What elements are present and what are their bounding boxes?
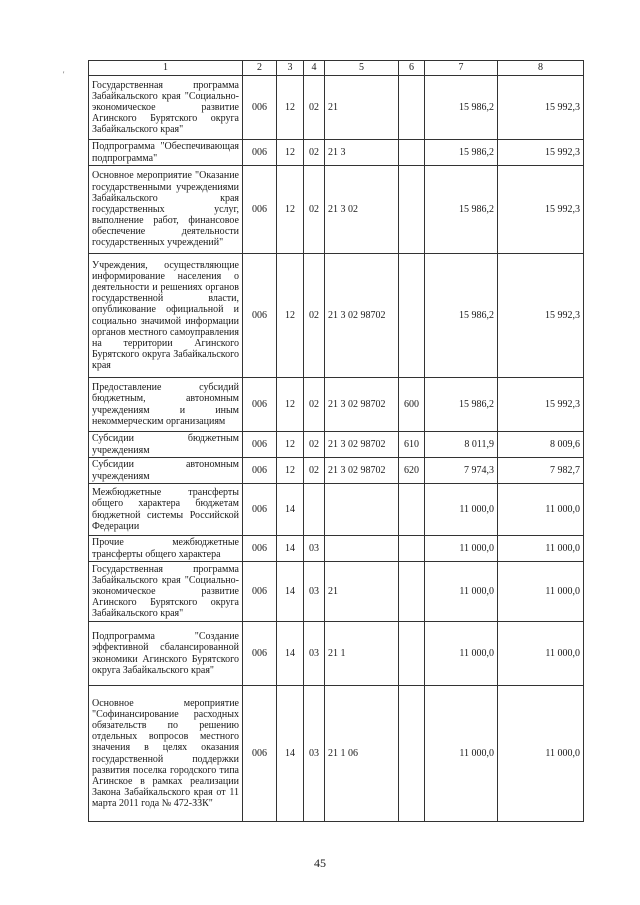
cell-subsection: 03 xyxy=(304,686,325,822)
table-row xyxy=(89,458,584,484)
table-row xyxy=(89,166,584,254)
table-row xyxy=(89,484,584,536)
cell-amount-year1: 15 986,2 xyxy=(425,166,498,254)
cell-ministry-code: 006 xyxy=(243,76,277,140)
row-name: Межбюджетные трансферты общего характера бюджетам бюджетной системы Российской Федерации xyxy=(89,484,243,536)
cell-expense-type xyxy=(399,140,425,166)
cell-amount-year1: 11 000,0 xyxy=(425,562,498,622)
cell-expense-type xyxy=(399,536,425,562)
table-row xyxy=(89,378,584,432)
cell-ministry-code: 006 xyxy=(243,622,277,686)
table-row xyxy=(89,686,584,822)
column-header: 1 xyxy=(89,61,243,76)
table-row xyxy=(89,76,584,140)
cell-expense-type xyxy=(399,166,425,254)
table-row xyxy=(89,254,584,378)
cell-ministry-code: 006 xyxy=(243,484,277,536)
cell-ministry-code: 006 xyxy=(243,378,277,432)
row-name: Учреждения, осуществляющие информирование населения о деятельности и решениях органов государственной власти, опубликование официальной и социально значимой информации органов местного самоуправления на территории Агинского Бурятского округа Забайкальского края xyxy=(89,254,243,378)
scan-mark: ' xyxy=(63,70,65,79)
cell-subsection: 02 xyxy=(304,254,325,378)
column-header: 3 xyxy=(277,61,304,76)
cell-expense-type xyxy=(399,622,425,686)
cell-amount-year1: 15 986,2 xyxy=(425,254,498,378)
row-name: Предоставление субсидий бюджетным, автономным учреждениям и иным некоммерческим организациям xyxy=(89,378,243,432)
cell-expense-type: 620 xyxy=(399,458,425,484)
cell-section: 12 xyxy=(277,166,304,254)
cell-amount-year1: 15 986,2 xyxy=(425,76,498,140)
cell-subsection: 02 xyxy=(304,432,325,458)
cell-expense-type xyxy=(399,484,425,536)
cell-target-article: 21 3 02 xyxy=(325,166,399,254)
cell-ministry-code: 006 xyxy=(243,562,277,622)
cell-amount-year1: 15 986,2 xyxy=(425,378,498,432)
cell-subsection: 02 xyxy=(304,458,325,484)
cell-section: 12 xyxy=(277,76,304,140)
cell-section: 12 xyxy=(277,378,304,432)
cell-target-article: 21 1 06 xyxy=(325,686,399,822)
cell-target-article xyxy=(325,484,399,536)
cell-subsection: 02 xyxy=(304,378,325,432)
cell-subsection: 02 xyxy=(304,166,325,254)
cell-amount-year2: 11 000,0 xyxy=(498,562,584,622)
cell-amount-year2: 15 992,3 xyxy=(498,254,584,378)
cell-subsection: 03 xyxy=(304,562,325,622)
cell-amount-year2: 11 000,0 xyxy=(498,622,584,686)
cell-ministry-code: 006 xyxy=(243,254,277,378)
row-name: Прочие межбюджетные трансферты общего характера xyxy=(89,536,243,562)
cell-amount-year2: 15 992,3 xyxy=(498,166,584,254)
cell-ministry-code: 006 xyxy=(243,140,277,166)
cell-ministry-code: 006 xyxy=(243,458,277,484)
cell-section: 14 xyxy=(277,686,304,822)
cell-amount-year2: 7 982,7 xyxy=(498,458,584,484)
cell-target-article: 21 xyxy=(325,562,399,622)
row-name: Подпрограмма "Обеспечивающая подпрограмма" xyxy=(89,140,243,166)
row-name: Подпрограмма "Создание эффективной сбалансированной экономики Агинского Бурятского округа Забайкальского края" xyxy=(89,622,243,686)
cell-expense-type: 600 xyxy=(399,378,425,432)
cell-subsection: 02 xyxy=(304,140,325,166)
cell-amount-year1: 11 000,0 xyxy=(425,686,498,822)
cell-amount-year2: 15 992,3 xyxy=(498,378,584,432)
cell-expense-type xyxy=(399,254,425,378)
cell-subsection: 03 xyxy=(304,536,325,562)
row-name: Субсидии бюджетным учреждениям xyxy=(89,432,243,458)
row-name: Субсидии автономным учреждениям xyxy=(89,458,243,484)
cell-ministry-code: 006 xyxy=(243,536,277,562)
cell-section: 12 xyxy=(277,254,304,378)
cell-section: 14 xyxy=(277,484,304,536)
cell-amount-year2: 11 000,0 xyxy=(498,686,584,822)
cell-subsection: 02 xyxy=(304,76,325,140)
cell-amount-year1: 11 000,0 xyxy=(425,484,498,536)
column-header: 8 xyxy=(498,61,584,76)
cell-amount-year1: 8 011,9 xyxy=(425,432,498,458)
cell-expense-type xyxy=(399,76,425,140)
cell-target-article: 21 1 xyxy=(325,622,399,686)
cell-target-article: 21 3 02 98702 xyxy=(325,458,399,484)
table-row xyxy=(89,536,584,562)
cell-target-article xyxy=(325,536,399,562)
cell-section: 14 xyxy=(277,562,304,622)
cell-ministry-code: 006 xyxy=(243,166,277,254)
row-name: Государственная программа Забайкальского края "Социально-экономическое развитие Агинского Бурятского округа Забайкальского края" xyxy=(89,76,243,140)
cell-amount-year2: 15 992,3 xyxy=(498,140,584,166)
budget-table xyxy=(88,60,584,822)
cell-target-article: 21 3 xyxy=(325,140,399,166)
cell-ministry-code: 006 xyxy=(243,686,277,822)
cell-expense-type xyxy=(399,562,425,622)
column-header: 6 xyxy=(399,61,425,76)
page-number: 45 xyxy=(314,856,326,870)
cell-amount-year1: 15 986,2 xyxy=(425,140,498,166)
cell-amount-year1: 7 974,3 xyxy=(425,458,498,484)
cell-target-article: 21 3 02 98702 xyxy=(325,254,399,378)
table-row xyxy=(89,562,584,622)
column-header: 4 xyxy=(304,61,325,76)
cell-section: 14 xyxy=(277,536,304,562)
cell-section: 14 xyxy=(277,622,304,686)
cell-section: 12 xyxy=(277,432,304,458)
cell-target-article: 21 xyxy=(325,76,399,140)
table-row xyxy=(89,432,584,458)
cell-amount-year2: 11 000,0 xyxy=(498,536,584,562)
cell-target-article: 21 3 02 98702 xyxy=(325,378,399,432)
row-name: Основное мероприятие "Оказание государственными учреждениями Забайкальского края государственных услуг, выполнение работ, финансовое обеспечение деятельности государственных учреждений" xyxy=(89,166,243,254)
column-header: 5 xyxy=(325,61,399,76)
column-header: 7 xyxy=(425,61,498,76)
cell-amount-year1: 11 000,0 xyxy=(425,536,498,562)
table-row xyxy=(89,622,584,686)
cell-amount-year2: 11 000,0 xyxy=(498,484,584,536)
cell-ministry-code: 006 xyxy=(243,432,277,458)
row-name: Государственная программа Забайкальского края "Социально-экономическое развитие Агинского Бурятского округа Забайкальского края" xyxy=(89,562,243,622)
cell-amount-year2: 15 992,3 xyxy=(498,76,584,140)
table-row xyxy=(89,140,584,166)
row-name: Основное мероприятие "Софинансирование расходных обязательств по решению отдельных вопросов местного значения в целях оказания государственной поддержки развития поселка городского типа Агинское в рамках реализации Закона Забайкальского края от 11 марта 2011 года № 472-ЗЗК" xyxy=(89,686,243,822)
cell-section: 12 xyxy=(277,458,304,484)
cell-amount-year2: 8 009,6 xyxy=(498,432,584,458)
cell-amount-year1: 11 000,0 xyxy=(425,622,498,686)
header-row xyxy=(89,61,584,76)
column-header: 2 xyxy=(243,61,277,76)
cell-expense-type xyxy=(399,686,425,822)
cell-subsection: 03 xyxy=(304,622,325,686)
cell-target-article: 21 3 02 98702 xyxy=(325,432,399,458)
cell-expense-type: 610 xyxy=(399,432,425,458)
cell-section: 12 xyxy=(277,140,304,166)
cell-subsection xyxy=(304,484,325,536)
